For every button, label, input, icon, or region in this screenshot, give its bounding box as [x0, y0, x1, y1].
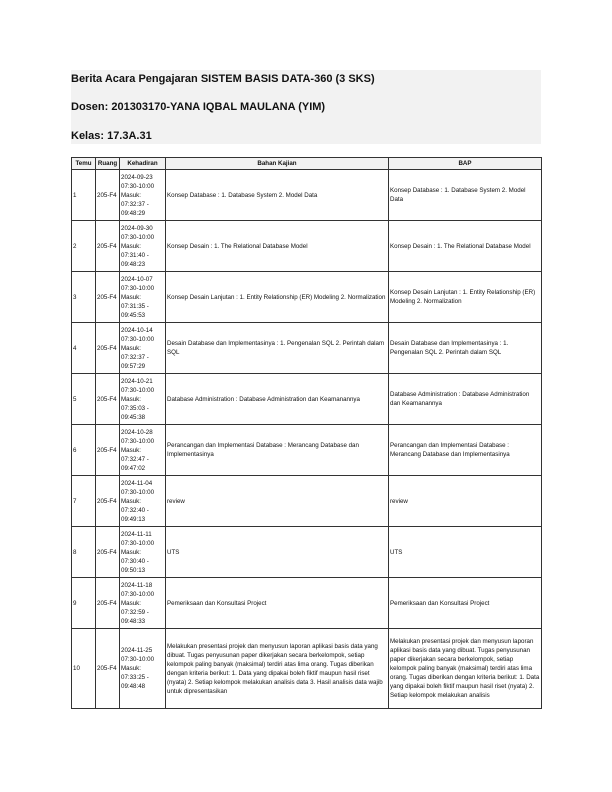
- cell-bap: review: [389, 476, 542, 527]
- cell-ruang: 205-F4: [96, 629, 120, 709]
- kehadiran-keluar: 09:57:29: [121, 362, 146, 370]
- class-line: Kelas: 17.3A.31: [71, 130, 152, 142]
- cell-bap: Desain Database dan Implementasinya : 1. Pengenalan SQL 2. Perintah dalam SQL: [389, 323, 542, 374]
- kehadiran-masuk: 07:32:37 -: [121, 200, 149, 208]
- kehadiran-time: 07:30-10:00: [121, 590, 155, 598]
- kehadiran-time: 07:30-10:00: [121, 539, 155, 547]
- cell-kehadiran: [120, 425, 166, 476]
- kehadiran-time: 07:30-10:00: [121, 233, 155, 241]
- kehadiran-masuk-label: Masuk:: [121, 599, 141, 607]
- cell-bap: Konsep Desain Lanjutan : 1. Entity Relationship (ER) Modeling 2. Normalization: [389, 272, 542, 323]
- cell-bahan-kajian: Desain Database dan Implementasinya : 1. Pengenalan SQL 2. Perintah dalam SQL: [166, 323, 389, 374]
- table-row: [72, 221, 542, 272]
- kehadiran-keluar: 09:48:33: [121, 617, 146, 625]
- kehadiran-date: 2024-09-30: [121, 224, 153, 232]
- kehadiran-date: 2024-10-28: [121, 428, 153, 436]
- col-header-bap: BAP: [389, 158, 542, 170]
- kehadiran-keluar: 09:49:13: [121, 515, 146, 523]
- cell-bahan-kajian: Konsep Database : 1. Database System 2. Model Data: [166, 170, 389, 221]
- cell-bap: Perancangan dan Implementasi Database : Merancang Database dan Implementasinya: [389, 425, 542, 476]
- kehadiran-date: 2024-10-21: [121, 377, 153, 385]
- kehadiran-masuk: 07:33:25 -: [121, 674, 149, 681]
- kehadiran-keluar: 09:50:13: [121, 566, 146, 574]
- cell-kehadiran: [120, 578, 166, 629]
- cell-kehadiran: [120, 374, 166, 425]
- cell-ruang: 205-F4: [96, 170, 120, 221]
- bap-table: [71, 157, 542, 709]
- kehadiran-keluar: 09:48:48: [121, 683, 146, 690]
- cell-bap: Konsep Database : 1. Database System 2. Model Data: [389, 170, 542, 221]
- cell-ruang: 205-F4: [96, 374, 120, 425]
- cell-ruang: 205-F4: [96, 527, 120, 578]
- kehadiran-masuk-label: Masuk:: [121, 191, 141, 199]
- cell-ruang: 205-F4: [96, 221, 120, 272]
- kehadiran-masuk-label: Masuk:: [121, 344, 141, 352]
- cell-bahan-kajian: Pemeriksaan dan Konsultasi Project: [166, 578, 389, 629]
- cell-ruang: 205-F4: [96, 323, 120, 374]
- cell-bap: Database Administration : Database Administration dan Keamanannya: [389, 374, 542, 425]
- kehadiran-keluar: 09:48:29: [121, 209, 146, 217]
- cell-ruang: 205-F4: [96, 425, 120, 476]
- kehadiran-masuk: 07:30:40 -: [121, 557, 149, 565]
- kehadiran-time: 07:30-10:00: [121, 386, 155, 394]
- kehadiran-masuk-label: Masuk:: [121, 293, 141, 301]
- table-row: [72, 578, 542, 629]
- kehadiran-masuk: 07:32:40 -: [121, 506, 149, 514]
- cell-kehadiran: [120, 170, 166, 221]
- table-row: [72, 629, 542, 709]
- cell-temu: 10: [72, 629, 96, 709]
- kehadiran-keluar: 09:47:02: [121, 464, 146, 472]
- cell-temu: 4: [72, 323, 96, 374]
- document-title: Berita Acara Pengajaran SISTEM BASIS DATA-360 (3 SKS): [71, 73, 375, 85]
- cell-temu: 9: [72, 578, 96, 629]
- cell-bahan-kajian: UTS: [166, 527, 389, 578]
- kehadiran-masuk-label: Masuk:: [121, 497, 141, 505]
- cell-temu: 3: [72, 272, 96, 323]
- kehadiran-keluar: 09:48:23: [121, 260, 146, 268]
- cell-ruang: 205-F4: [96, 272, 120, 323]
- col-header-bahan-kajian: Bahan Kajian: [166, 158, 389, 170]
- cell-ruang: 205-F4: [96, 476, 120, 527]
- table-row: [72, 374, 542, 425]
- cell-kehadiran: [120, 323, 166, 374]
- cell-bahan-kajian: Konsep Desain : 1. The Relational Database Model: [166, 221, 389, 272]
- cell-bap: UTS: [389, 527, 542, 578]
- kehadiran-keluar: 09:45:38: [121, 413, 146, 421]
- col-header-temu: Temu: [72, 158, 96, 170]
- cell-bap: Melakukan presentasi projek dan menyusun laporan aplikasi basis data yang dibuat. Tugas penyusunan paper dikerjakan secara berkelompok, setiap kelompok paling banyak (maksimal) terdiri atas lima orang. Tugas diberikan dengan kriteria berikut: 1. Data yang dipakai boleh fiktif maupun hasil riset (nyata) 2. Setiap kelompok melakukan analisis: [389, 629, 542, 709]
- table-row: [72, 425, 542, 476]
- kehadiran-date: 2024-10-07: [121, 275, 153, 283]
- cell-kehadiran: [120, 476, 166, 527]
- kehadiran-time: 07:30-10:00: [121, 488, 155, 496]
- kehadiran-masuk: 07:32:47 -: [121, 455, 149, 463]
- cell-temu: 8: [72, 527, 96, 578]
- kehadiran-time: 07:30-10:00: [121, 284, 155, 292]
- kehadiran-keluar: 09:45:53: [121, 311, 146, 319]
- col-header-kehadiran: Kehadiran: [120, 158, 166, 170]
- kehadiran-time: 07:30-10:00: [121, 656, 155, 663]
- kehadiran-date: 2024-11-04: [121, 479, 153, 487]
- table-row: [72, 323, 542, 374]
- cell-temu: 6: [72, 425, 96, 476]
- kehadiran-date: 2024-11-18: [121, 581, 153, 589]
- cell-temu: 1: [72, 170, 96, 221]
- kehadiran-masuk: 07:35:03 -: [121, 404, 149, 412]
- kehadiran-time: 07:30-10:00: [121, 437, 155, 445]
- cell-temu: 5: [72, 374, 96, 425]
- table-header-row: [72, 158, 542, 170]
- kehadiran-masuk: 07:31:40 -: [121, 251, 149, 259]
- kehadiran-masuk-label: Masuk:: [121, 446, 141, 454]
- kehadiran-time: 07:30-10:00: [121, 335, 155, 343]
- cell-temu: 2: [72, 221, 96, 272]
- col-header-ruang: Ruang: [96, 158, 120, 170]
- kehadiran-masuk: 07:32:37 -: [121, 353, 149, 361]
- cell-kehadiran: [120, 527, 166, 578]
- cell-bahan-kajian: Melakukan presentasi projek dan menyusun laporan aplikasi basis data yang dibuat. Tugas penyusunan paper dikerjakan secara berkelompok, setiap kelompok paling banyak (maksimal) terdiri atas lima orang. Tugas diberikan dengan kriteria berikut: 1. Data yang dipakai boleh fiktif maupun hasil riset (nyata) 2. Setiap kelompok melakukan analisis data 3. Hasil analisis data wajib untuk dipresentasikan: [166, 629, 389, 709]
- cell-bahan-kajian: Perancangan dan Implementasi Database : Merancang Database dan Implementasinya: [166, 425, 389, 476]
- cell-bahan-kajian: Konsep Desain Lanjutan : 1. Entity Relationship (ER) Modeling 2. Normalization: [166, 272, 389, 323]
- kehadiran-masuk-label: Masuk:: [121, 242, 141, 250]
- table-row: [72, 527, 542, 578]
- table-row: [72, 272, 542, 323]
- cell-temu: 7: [72, 476, 96, 527]
- kehadiran-date: 2024-09-23: [121, 173, 153, 181]
- kehadiran-masuk-label: Masuk:: [121, 548, 141, 556]
- kehadiran-date: 2024-11-11: [121, 530, 152, 538]
- cell-bahan-kajian: review: [166, 476, 389, 527]
- cell-bahan-kajian: Database Administration : Database Administration dan Keamanannya: [166, 374, 389, 425]
- cell-bap: Pemeriksaan dan Konsultasi Project: [389, 578, 542, 629]
- cell-kehadiran: [120, 629, 166, 709]
- cell-ruang: 205-F4: [96, 578, 120, 629]
- lecturer-line: Dosen: 201303170-YANA IQBAL MAULANA (YIM): [71, 101, 326, 113]
- kehadiran-masuk-label: Masuk:: [121, 665, 141, 672]
- table-row: [72, 170, 542, 221]
- kehadiran-date: 2024-10-14: [121, 326, 153, 334]
- table-row: [72, 476, 542, 527]
- kehadiran-masuk: 07:32:59 -: [121, 608, 149, 616]
- cell-kehadiran: [120, 272, 166, 323]
- cell-bap: Konsep Desain : 1. The Relational Database Model: [389, 221, 542, 272]
- cell-kehadiran: [120, 221, 166, 272]
- kehadiran-masuk-label: Masuk:: [121, 395, 141, 403]
- kehadiran-time: 07:30-10:00: [121, 182, 155, 190]
- kehadiran-date: 2024-11-25: [121, 647, 153, 654]
- kehadiran-masuk: 07:31:35 -: [121, 302, 149, 310]
